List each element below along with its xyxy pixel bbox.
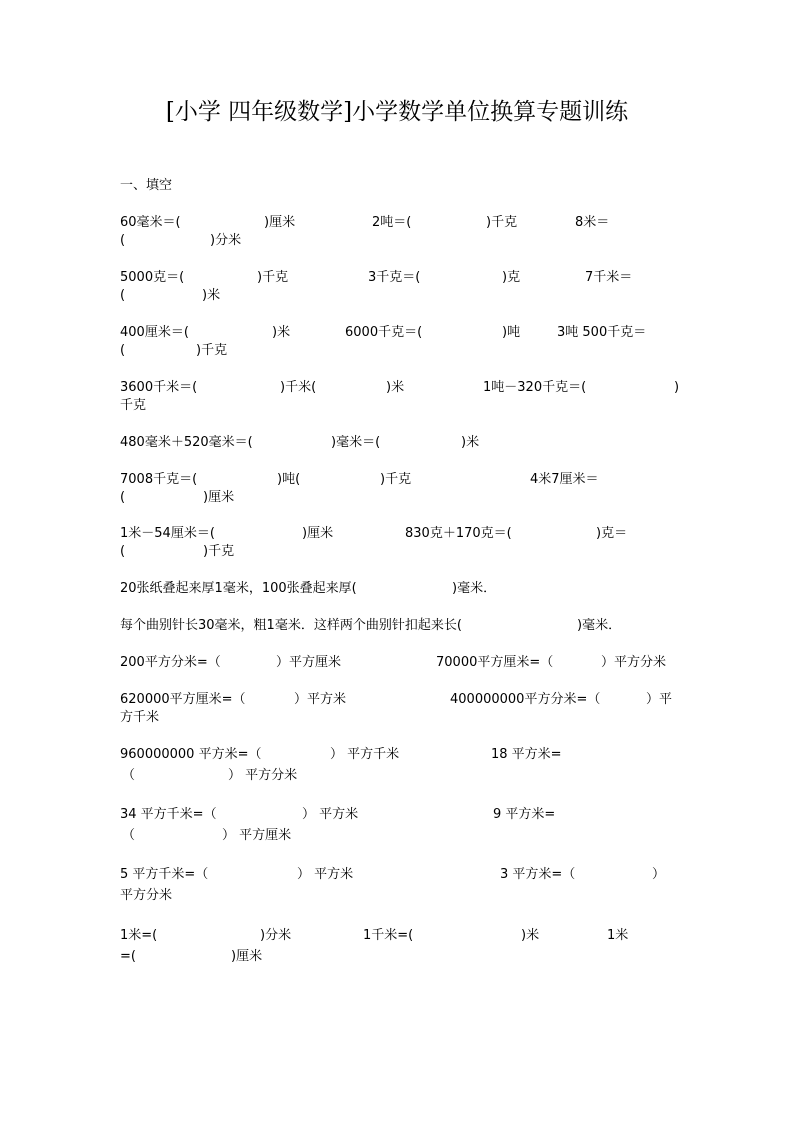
question-text: ）平 xyxy=(646,692,673,707)
question-text: ( xyxy=(120,544,126,559)
question-text: )厘米 xyxy=(264,215,296,230)
question-text: )分米 xyxy=(260,928,292,943)
question-text: 200平方分米=（ xyxy=(120,655,221,670)
question-text: 每个曲别针长30毫米，粗1毫米．这样两个曲别针扣起来长( xyxy=(120,618,462,633)
question-text: 2吨＝( xyxy=(372,215,412,230)
question-text: ） 平方米 xyxy=(297,867,354,882)
question-text: 70000平方厘米=（ xyxy=(436,655,554,670)
question-text: 1米=( xyxy=(120,928,158,943)
question-text: )米 xyxy=(386,380,405,395)
question-text: 400厘米＝( xyxy=(120,325,189,340)
question-text: 6000千克＝( xyxy=(345,325,423,340)
question-text: 830克＋170克＝( xyxy=(405,526,512,541)
question-text: )克 xyxy=(502,270,521,285)
question-text: ） 平方厘米 xyxy=(222,828,292,843)
question-text: 960000000 平方米=（ xyxy=(120,747,262,762)
question-text: 18 平方米= xyxy=(491,747,562,762)
question-text: ( xyxy=(120,490,126,505)
question-text: 8米＝ xyxy=(575,215,610,230)
question-text: )毫米． xyxy=(577,618,622,633)
question-text: )米 xyxy=(272,325,291,340)
question-text: 1吨－320千克＝( xyxy=(483,380,587,395)
question-text: 480毫米＋520毫米＝( xyxy=(120,435,253,450)
question-text: )克＝ xyxy=(596,526,628,541)
question-text: 3600千米＝( xyxy=(120,380,198,395)
question-text: )米 xyxy=(461,435,480,450)
question-text: )千克 xyxy=(486,215,518,230)
question-text: 1千米=( xyxy=(363,928,414,943)
question-text: )毫米＝( xyxy=(331,435,381,450)
question-text: 20张纸叠起来厚1毫米，100张叠起来厚( xyxy=(120,581,357,596)
page-title: [小学 四年级数学]小学数学单位换算专题训练 xyxy=(165,99,629,125)
question-text: )千克 xyxy=(196,343,228,358)
question-text: 620000平方厘米=（ xyxy=(120,692,246,707)
question-text: ( xyxy=(120,343,126,358)
question-text: 5 平方千米=（ xyxy=(120,867,209,882)
question-text: =( xyxy=(120,949,136,964)
question-text: )厘米 xyxy=(302,526,334,541)
question-text: ）平方分米 xyxy=(601,655,667,670)
question-text: )吨( xyxy=(277,472,301,487)
question-text: 5000克＝( xyxy=(120,270,185,285)
question-text: )米 xyxy=(202,288,221,303)
question-text: )千克 xyxy=(257,270,289,285)
question-text: 1米 xyxy=(607,928,629,943)
question-text: )千克 xyxy=(380,472,412,487)
question-text: 千克 xyxy=(120,398,147,413)
question-text: ） xyxy=(652,867,666,882)
question-text: )毫米． xyxy=(452,581,497,596)
question-text: ( xyxy=(120,288,126,303)
question-text: )分米 xyxy=(210,233,242,248)
question-text: 1米－54厘米＝( xyxy=(120,526,215,541)
question-text: 7008千克＝( xyxy=(120,472,198,487)
question-text: )厘米 xyxy=(231,949,263,964)
question-text: ) xyxy=(674,380,680,395)
question-text: ） 平方千米 xyxy=(330,747,400,762)
question-text: )吨 xyxy=(502,325,521,340)
question-text: )米 xyxy=(521,928,540,943)
question-text: （ xyxy=(122,828,136,843)
question-text: )千米( xyxy=(280,380,317,395)
question-text: ( xyxy=(120,233,126,248)
question-text: 4米7厘米＝ xyxy=(530,472,599,487)
question-text: ）平方厘米 xyxy=(276,655,342,670)
question-text: 3吨 500千克＝ xyxy=(557,325,647,340)
question-text: ）平方米 xyxy=(294,692,347,707)
question-text: 400000000平方分米=（ xyxy=(450,692,601,707)
question-text: 3千克＝( xyxy=(368,270,421,285)
question-text: 7千米＝ xyxy=(585,270,633,285)
question-text: 34 平方千米=（ xyxy=(120,807,217,822)
question-text: ） 平方米 xyxy=(302,807,359,822)
section-heading: 一、填空 xyxy=(120,178,173,193)
question-text: 9 平方米= xyxy=(493,807,556,822)
question-text: )千克 xyxy=(203,544,235,559)
question-text: ） 平方分米 xyxy=(228,768,298,783)
question-text: 方千米 xyxy=(120,710,160,725)
question-text: （ xyxy=(122,768,136,783)
question-text: 平方分米 xyxy=(120,888,173,903)
question-text: 60毫米＝( xyxy=(120,215,181,230)
question-text: )厘米 xyxy=(203,490,235,505)
question-text: 3 平方米=（ xyxy=(500,867,576,882)
